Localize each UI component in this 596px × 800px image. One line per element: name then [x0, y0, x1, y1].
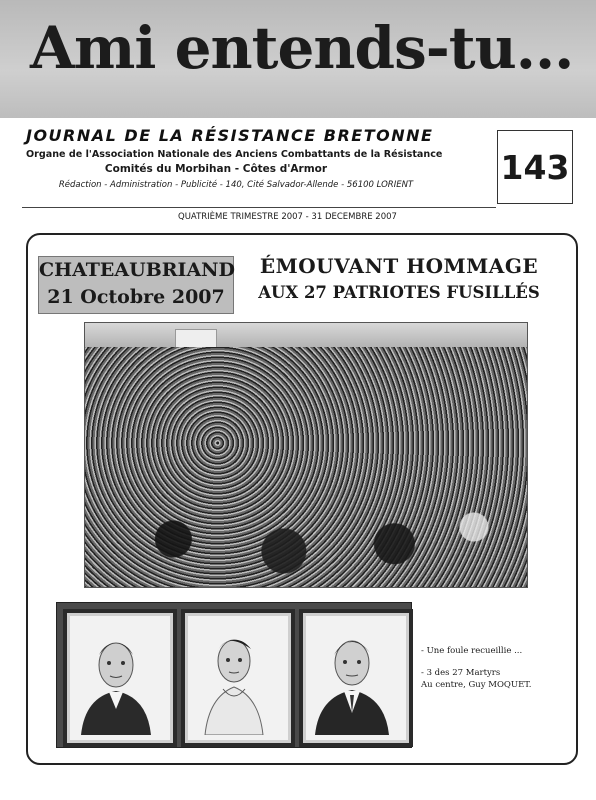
photo-crowd	[85, 347, 527, 587]
address-line: Rédaction - Administration - Publicité - 140, Cité Salvador-Allende - 56100 LORIENT	[58, 180, 414, 190]
dateline: QUATRIÈME TRIMESTRE 2007 - 31 DECEMBRE 2007	[178, 212, 397, 222]
portrait-center	[181, 609, 295, 747]
organ-line: Organe de l'Association Nationale des Anciens Combattants de la Résistance	[26, 149, 443, 160]
crowd-photo	[84, 322, 528, 588]
masthead	[26, 126, 496, 190]
place-date-box	[38, 256, 234, 314]
headline-line-2: AUX 27 PATRIOTES FUSILLÉS	[258, 283, 540, 302]
event-date: 21 Octobre 2007	[47, 286, 225, 308]
masthead-banner	[0, 0, 596, 118]
caption-line-2: - 3 des 27 Martyrs	[421, 668, 501, 678]
headline	[246, 254, 552, 302]
photo-caption	[421, 645, 531, 691]
journal-title: JOURNAL DE LA RÉSISTANCE BRETONNE	[26, 126, 434, 145]
headline-line-1: ÉMOUVANT HOMMAGE	[259, 254, 539, 278]
caption-line-3: Au centre, Guy MOQUET.	[421, 680, 532, 690]
portrait-left	[63, 609, 177, 747]
committees-line: Comités du Morbihan - Côtes d'Armor	[104, 163, 328, 175]
publication-title: Ami entends-tu...	[30, 14, 574, 82]
portrait-right	[299, 609, 413, 747]
martyrs-portraits	[56, 602, 412, 748]
place-name: CHATEAUBRIAND	[39, 259, 236, 281]
masthead-rule	[22, 207, 496, 208]
issue-number: 143	[497, 130, 573, 204]
caption-line-1: - Une foule recueillie ...	[421, 646, 523, 656]
